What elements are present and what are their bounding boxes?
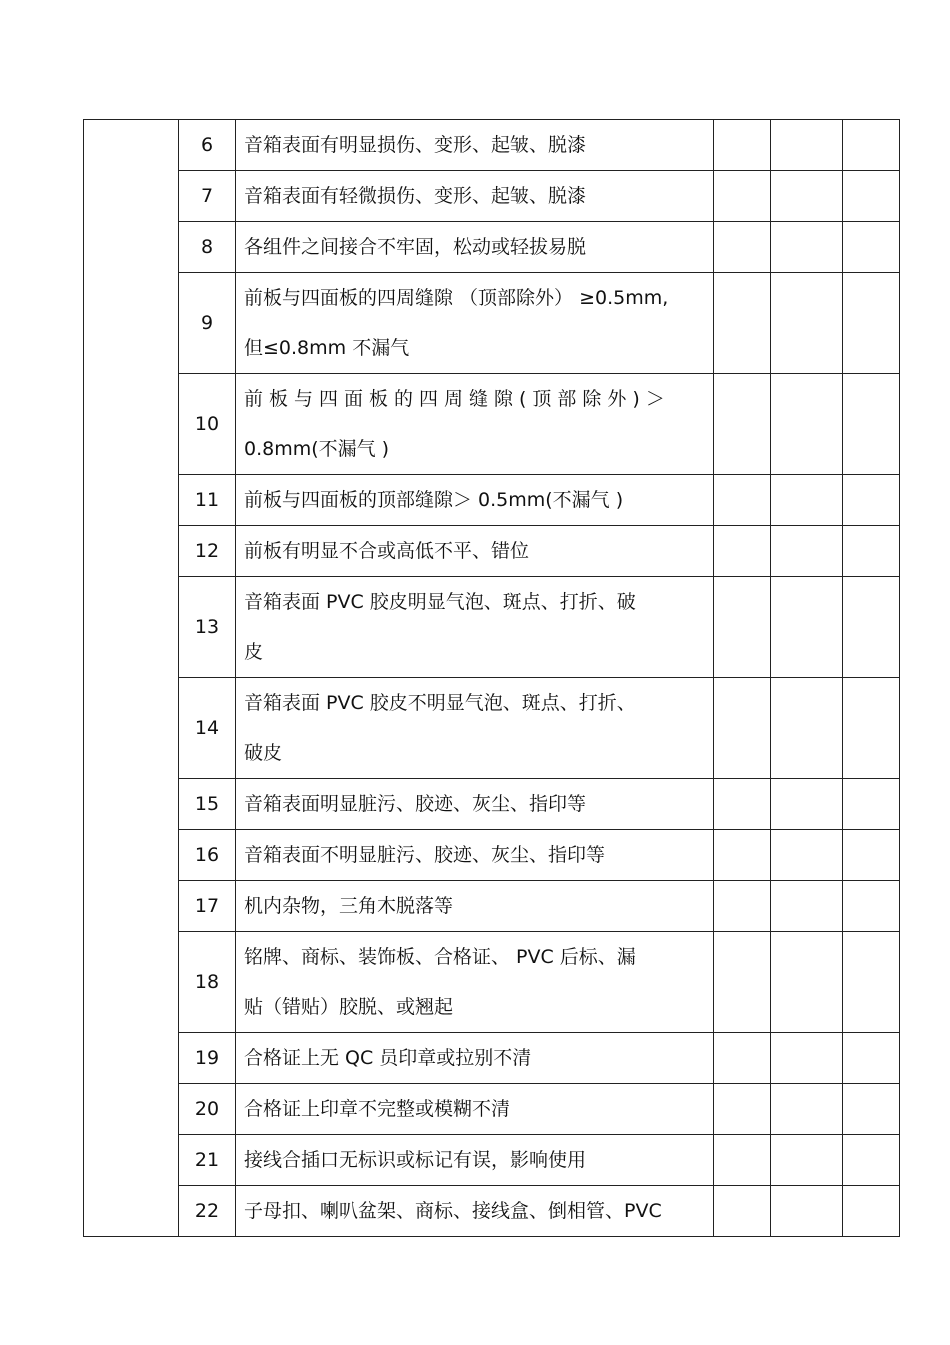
check-cell[interactable] xyxy=(771,1084,843,1135)
check-cell[interactable] xyxy=(843,526,900,577)
table-row xyxy=(84,779,900,830)
check-cell[interactable] xyxy=(771,222,843,273)
check-cell[interactable] xyxy=(714,120,771,171)
check-cell[interactable] xyxy=(771,830,843,881)
check-cell[interactable] xyxy=(771,171,843,222)
table-row xyxy=(84,577,900,678)
table-row xyxy=(84,830,900,881)
item-number: 11 xyxy=(179,475,236,526)
description-line: 但≤0.8mm 不漏气 xyxy=(244,337,410,359)
table-row xyxy=(84,1135,900,1186)
description-line: 前板与四面板的顶部缝隙＞ 0.5mm(不漏气 ) xyxy=(244,489,624,511)
check-cell[interactable] xyxy=(843,881,900,932)
item-description xyxy=(236,526,714,577)
item-description xyxy=(236,475,714,526)
check-cell[interactable] xyxy=(771,1033,843,1084)
item-number: 19 xyxy=(179,1033,236,1084)
check-cell[interactable] xyxy=(771,526,843,577)
description-line: 音箱表面 PVC 胶皮不明显气泡、斑点、打折、 xyxy=(244,692,636,714)
table-row xyxy=(84,1084,900,1135)
check-cell[interactable] xyxy=(714,881,771,932)
table-row xyxy=(84,475,900,526)
table-row xyxy=(84,678,900,779)
description-line: 皮 xyxy=(244,641,264,663)
check-cell[interactable] xyxy=(714,475,771,526)
item-description xyxy=(236,932,714,1033)
item-description xyxy=(236,374,714,475)
item-description xyxy=(236,120,714,171)
description-line: 子母扣、喇叭盆架、商标、接线盒、倒相管、PVC xyxy=(244,1200,662,1222)
item-number: 8 xyxy=(179,222,236,273)
check-cell[interactable] xyxy=(843,1186,900,1237)
item-number: 18 xyxy=(179,932,236,1033)
check-cell[interactable] xyxy=(714,577,771,678)
check-cell[interactable] xyxy=(714,830,771,881)
item-number: 20 xyxy=(179,1084,236,1135)
description-line: 铭牌、商标、装饰板、合格证、 PVC 后标、漏 xyxy=(244,946,636,968)
item-number: 17 xyxy=(179,881,236,932)
check-cell[interactable] xyxy=(843,273,900,374)
item-number: 12 xyxy=(179,526,236,577)
check-cell[interactable] xyxy=(714,779,771,830)
item-description xyxy=(236,171,714,222)
check-cell[interactable] xyxy=(843,779,900,830)
item-description xyxy=(236,1084,714,1135)
item-description xyxy=(236,678,714,779)
check-cell[interactable] xyxy=(771,475,843,526)
description-line: 机内杂物，三角木脱落等 xyxy=(244,895,454,917)
description-line: 音箱表面有轻微损伤、变形、起皱、脱漆 xyxy=(244,185,587,207)
check-cell[interactable] xyxy=(714,1084,771,1135)
description-line: 音箱表面不明显脏污、胶迹、灰尘、指印等 xyxy=(244,844,606,866)
item-number: 9 xyxy=(179,273,236,374)
table-row xyxy=(84,526,900,577)
check-cell[interactable] xyxy=(843,678,900,779)
check-cell[interactable] xyxy=(843,1084,900,1135)
check-cell[interactable] xyxy=(843,374,900,475)
check-cell[interactable] xyxy=(714,1186,771,1237)
check-cell[interactable] xyxy=(843,1033,900,1084)
check-cell[interactable] xyxy=(843,577,900,678)
item-number: 22 xyxy=(179,1186,236,1237)
category-cell xyxy=(84,120,179,1237)
description-line: 音箱表面有明显损伤、变形、起皱、脱漆 xyxy=(244,134,587,156)
description-line: 前板有明显不合或高低不平、错位 xyxy=(244,540,530,562)
description-line: 破皮 xyxy=(244,742,283,764)
item-description xyxy=(236,779,714,830)
check-cell[interactable] xyxy=(714,526,771,577)
item-description xyxy=(236,577,714,678)
table-row xyxy=(84,120,900,171)
check-cell[interactable] xyxy=(714,171,771,222)
item-description xyxy=(236,1033,714,1084)
check-cell[interactable] xyxy=(771,1135,843,1186)
description-line: 贴（错贴）胶脱、或翘起 xyxy=(244,996,454,1018)
check-cell[interactable] xyxy=(714,1135,771,1186)
item-number: 6 xyxy=(179,120,236,171)
check-cell[interactable] xyxy=(771,374,843,475)
check-cell[interactable] xyxy=(771,881,843,932)
item-number: 14 xyxy=(179,678,236,779)
check-cell[interactable] xyxy=(843,830,900,881)
table-row xyxy=(84,171,900,222)
check-cell[interactable] xyxy=(843,932,900,1033)
check-cell[interactable] xyxy=(714,1033,771,1084)
check-cell[interactable] xyxy=(771,678,843,779)
check-cell[interactable] xyxy=(843,171,900,222)
check-cell[interactable] xyxy=(714,374,771,475)
table-row xyxy=(84,374,900,475)
check-cell[interactable] xyxy=(714,222,771,273)
check-cell[interactable] xyxy=(771,120,843,171)
table-row xyxy=(84,932,900,1033)
description-line: 合格证上印章不完整或模糊不清 xyxy=(244,1098,511,1120)
item-number: 15 xyxy=(179,779,236,830)
item-description xyxy=(236,273,714,374)
check-cell[interactable] xyxy=(771,1186,843,1237)
check-cell[interactable] xyxy=(771,932,843,1033)
check-cell[interactable] xyxy=(843,222,900,273)
item-number: 7 xyxy=(179,171,236,222)
check-cell[interactable] xyxy=(714,273,771,374)
check-cell[interactable] xyxy=(771,577,843,678)
inspection-table xyxy=(83,119,900,1237)
table-row xyxy=(84,222,900,273)
description-line: 接线合插口无标识或标记有误，影响使用 xyxy=(244,1149,587,1171)
description-line: 前板与四面板的四周缝隙 （顶部除外） ≥0.5mm, xyxy=(244,287,669,309)
description-line: 0.8mm(不漏气 ) xyxy=(244,438,390,460)
item-number: 10 xyxy=(179,374,236,475)
description-line: 合格证上无 QC 员印章或拉别不清 xyxy=(244,1047,532,1069)
check-cell[interactable] xyxy=(843,120,900,171)
item-description xyxy=(236,222,714,273)
description-line: 各组件之间接合不牢固，松动或轻拔易脱 xyxy=(244,236,587,258)
table-row xyxy=(84,1186,900,1237)
description-line: 前板与四面板的四周缝隙(顶部除外)＞ xyxy=(244,388,671,410)
check-cell[interactable] xyxy=(843,1135,900,1186)
item-number: 21 xyxy=(179,1135,236,1186)
check-cell[interactable] xyxy=(771,779,843,830)
item-description xyxy=(236,830,714,881)
check-cell[interactable] xyxy=(714,678,771,779)
table-body xyxy=(84,120,900,1237)
item-number: 13 xyxy=(179,577,236,678)
item-description xyxy=(236,1186,714,1237)
table-row xyxy=(84,881,900,932)
check-cell[interactable] xyxy=(714,932,771,1033)
check-cell[interactable] xyxy=(843,475,900,526)
table-row xyxy=(84,1033,900,1084)
check-cell[interactable] xyxy=(771,273,843,374)
description-line: 音箱表面 PVC 胶皮明显气泡、斑点、打折、破 xyxy=(244,591,636,613)
description-line: 音箱表面明显脏污、胶迹、灰尘、指印等 xyxy=(244,793,587,815)
table-row xyxy=(84,273,900,374)
item-description xyxy=(236,881,714,932)
item-number: 16 xyxy=(179,830,236,881)
item-description xyxy=(236,1135,714,1186)
